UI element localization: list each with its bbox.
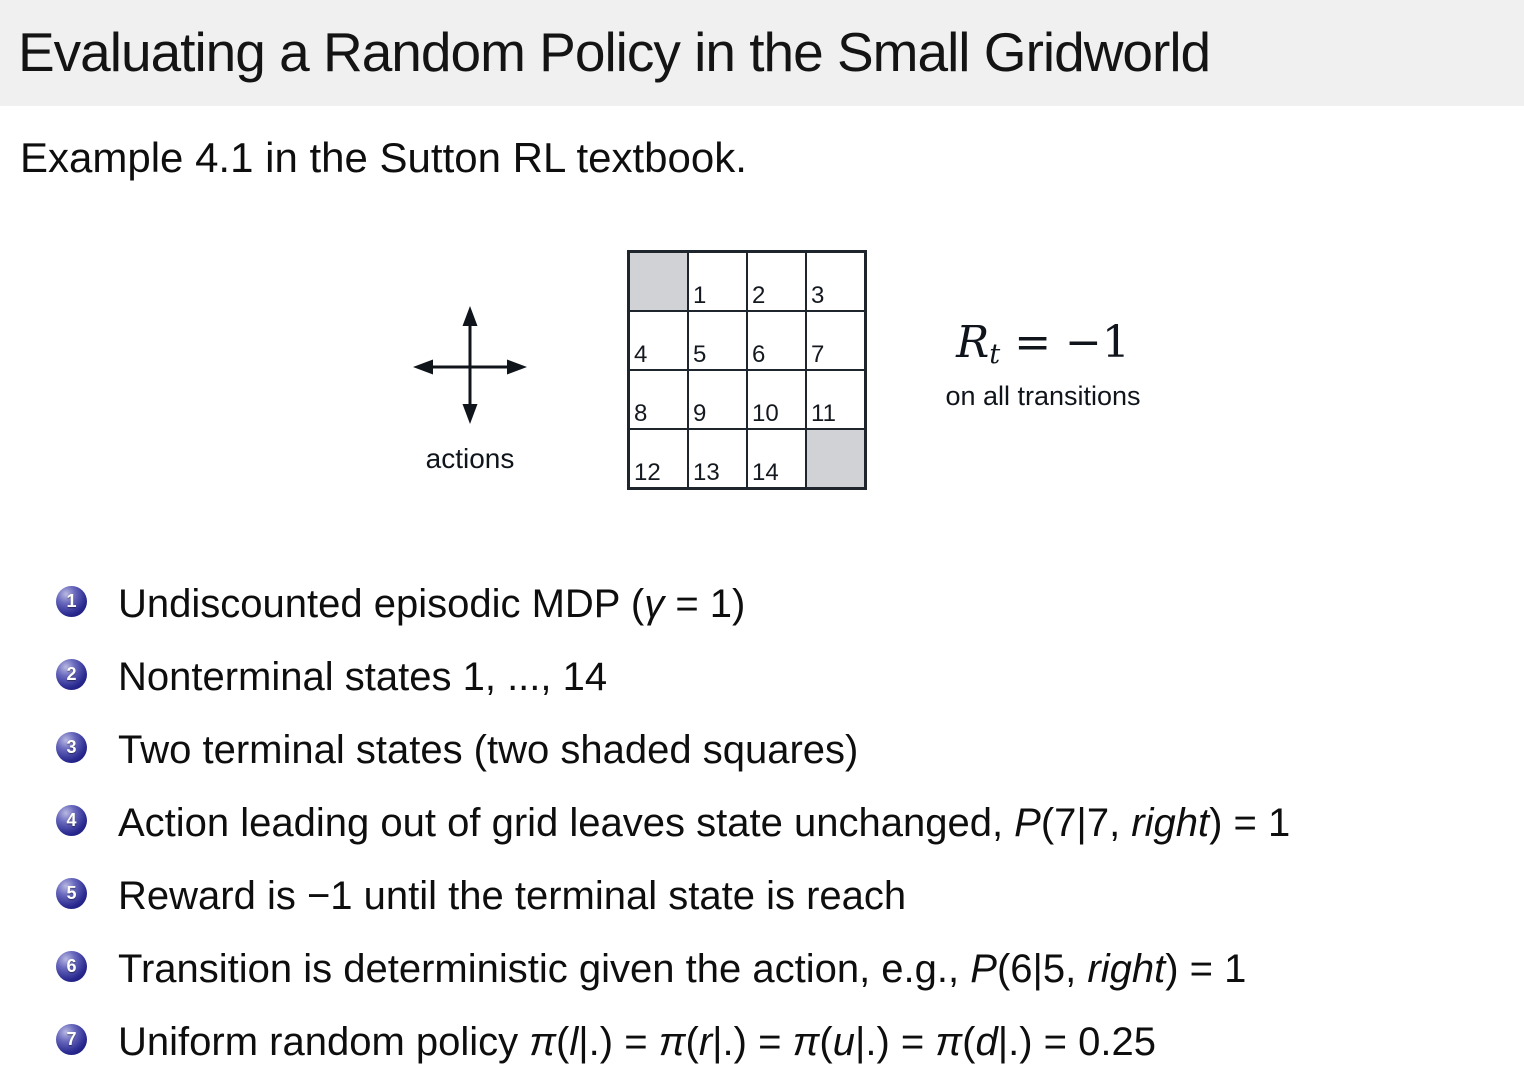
item-number-badge: 4 <box>56 805 87 836</box>
text-segment: π <box>658 1020 686 1064</box>
grid-cell-label: 8 <box>634 400 648 427</box>
page-title: Evaluating a Random Policy in the Small Gridworld <box>18 21 1211 83</box>
text-segment: π <box>935 1020 963 1064</box>
list-item <box>56 578 745 630</box>
item-text <box>118 943 1246 995</box>
grid-cell-label: 6 <box>752 341 766 368</box>
text-segment: Action leading out of grid leaves state unchanged, <box>118 801 1015 845</box>
text-segment: π <box>529 1020 557 1064</box>
list-item <box>56 943 1246 995</box>
text-segment: l <box>569 1020 579 1064</box>
list-item <box>56 870 906 922</box>
text-segment: = −1 <box>1000 317 1130 368</box>
text-segment: ( <box>556 1020 570 1064</box>
text-segment: |.) = <box>712 1020 793 1064</box>
grid-cell-label: 3 <box>811 282 825 309</box>
text-segment: = 1) <box>664 582 746 626</box>
grid-cell-label: 13 <box>693 459 720 486</box>
text-segment: P <box>1014 801 1041 845</box>
text-segment: |.) = <box>578 1020 659 1064</box>
item-number-badge: 6 <box>56 951 87 982</box>
item-text <box>118 870 906 922</box>
text-segment: ( <box>962 1020 976 1064</box>
text-segment: d <box>975 1020 998 1064</box>
item-text <box>118 797 1290 849</box>
item-number-badge: 7 <box>56 1024 87 1055</box>
actions-label: actions <box>425 443 515 474</box>
text-segment: π <box>792 1020 820 1064</box>
text-segment: right <box>1131 801 1210 845</box>
item-text <box>118 578 745 630</box>
text-segment: ( <box>685 1020 699 1064</box>
list-item <box>56 797 1290 849</box>
grid-cell-label: 14 <box>752 459 779 486</box>
grid-cell-label: 7 <box>811 341 825 368</box>
text-segment: |.) = 0.25 <box>997 1020 1156 1064</box>
text-segment: ) = 1 <box>1165 947 1247 991</box>
text-segment: Reward is −1 until the terminal state is reach <box>118 874 907 918</box>
text-segment: ) = 1 <box>1209 801 1291 845</box>
text-segment: Two terminal states (two shaded squares) <box>118 728 859 772</box>
text-segment: Undiscounted episodic MDP ( <box>118 582 645 626</box>
text-segment: Nonterminal states 1, ..., 14 <box>118 655 608 699</box>
item-text <box>118 724 858 776</box>
grid-cell-label: 10 <box>752 400 779 427</box>
text-segment: P <box>970 947 997 991</box>
list-item <box>56 724 858 776</box>
text-segment: ( <box>819 1020 833 1064</box>
item-number-badge: 1 <box>56 586 87 617</box>
text-segment: (6|5, <box>996 947 1088 991</box>
grid-cell-label: 4 <box>634 341 648 368</box>
text-segment: γ <box>644 582 665 626</box>
item-text <box>118 1016 1156 1068</box>
text-segment: (7|7, <box>1040 801 1132 845</box>
text-segment: Transition is deterministic given the action, e.g., <box>118 947 971 991</box>
reward-caption: on all transitions <box>945 381 1141 411</box>
item-number-badge: 2 <box>56 659 87 690</box>
list-item <box>56 1016 1156 1068</box>
grid-cell-label: 12 <box>634 459 661 486</box>
grid-cell-label: 5 <box>693 341 707 368</box>
grid-cell-label: 9 <box>693 400 707 427</box>
text-segment: Uniform random policy <box>118 1020 530 1064</box>
subtitle: Example 4.1 in the Sutton RL textbook. <box>20 134 747 181</box>
text-segment: r <box>698 1020 713 1064</box>
text-segment: u <box>832 1020 855 1064</box>
item-number-badge: 5 <box>56 878 87 909</box>
list-item <box>56 651 607 703</box>
text-segment: R <box>956 317 990 368</box>
text-segment: right <box>1087 947 1166 991</box>
item-text <box>118 651 607 703</box>
text-segment: |.) = <box>854 1020 936 1064</box>
grid-cell-label: 11 <box>811 400 836 427</box>
text-segment: t <box>989 339 1001 370</box>
item-number-badge: 3 <box>56 732 87 763</box>
grid-cell-label: 1 <box>693 282 707 309</box>
grid-cell-label: 2 <box>752 282 766 309</box>
